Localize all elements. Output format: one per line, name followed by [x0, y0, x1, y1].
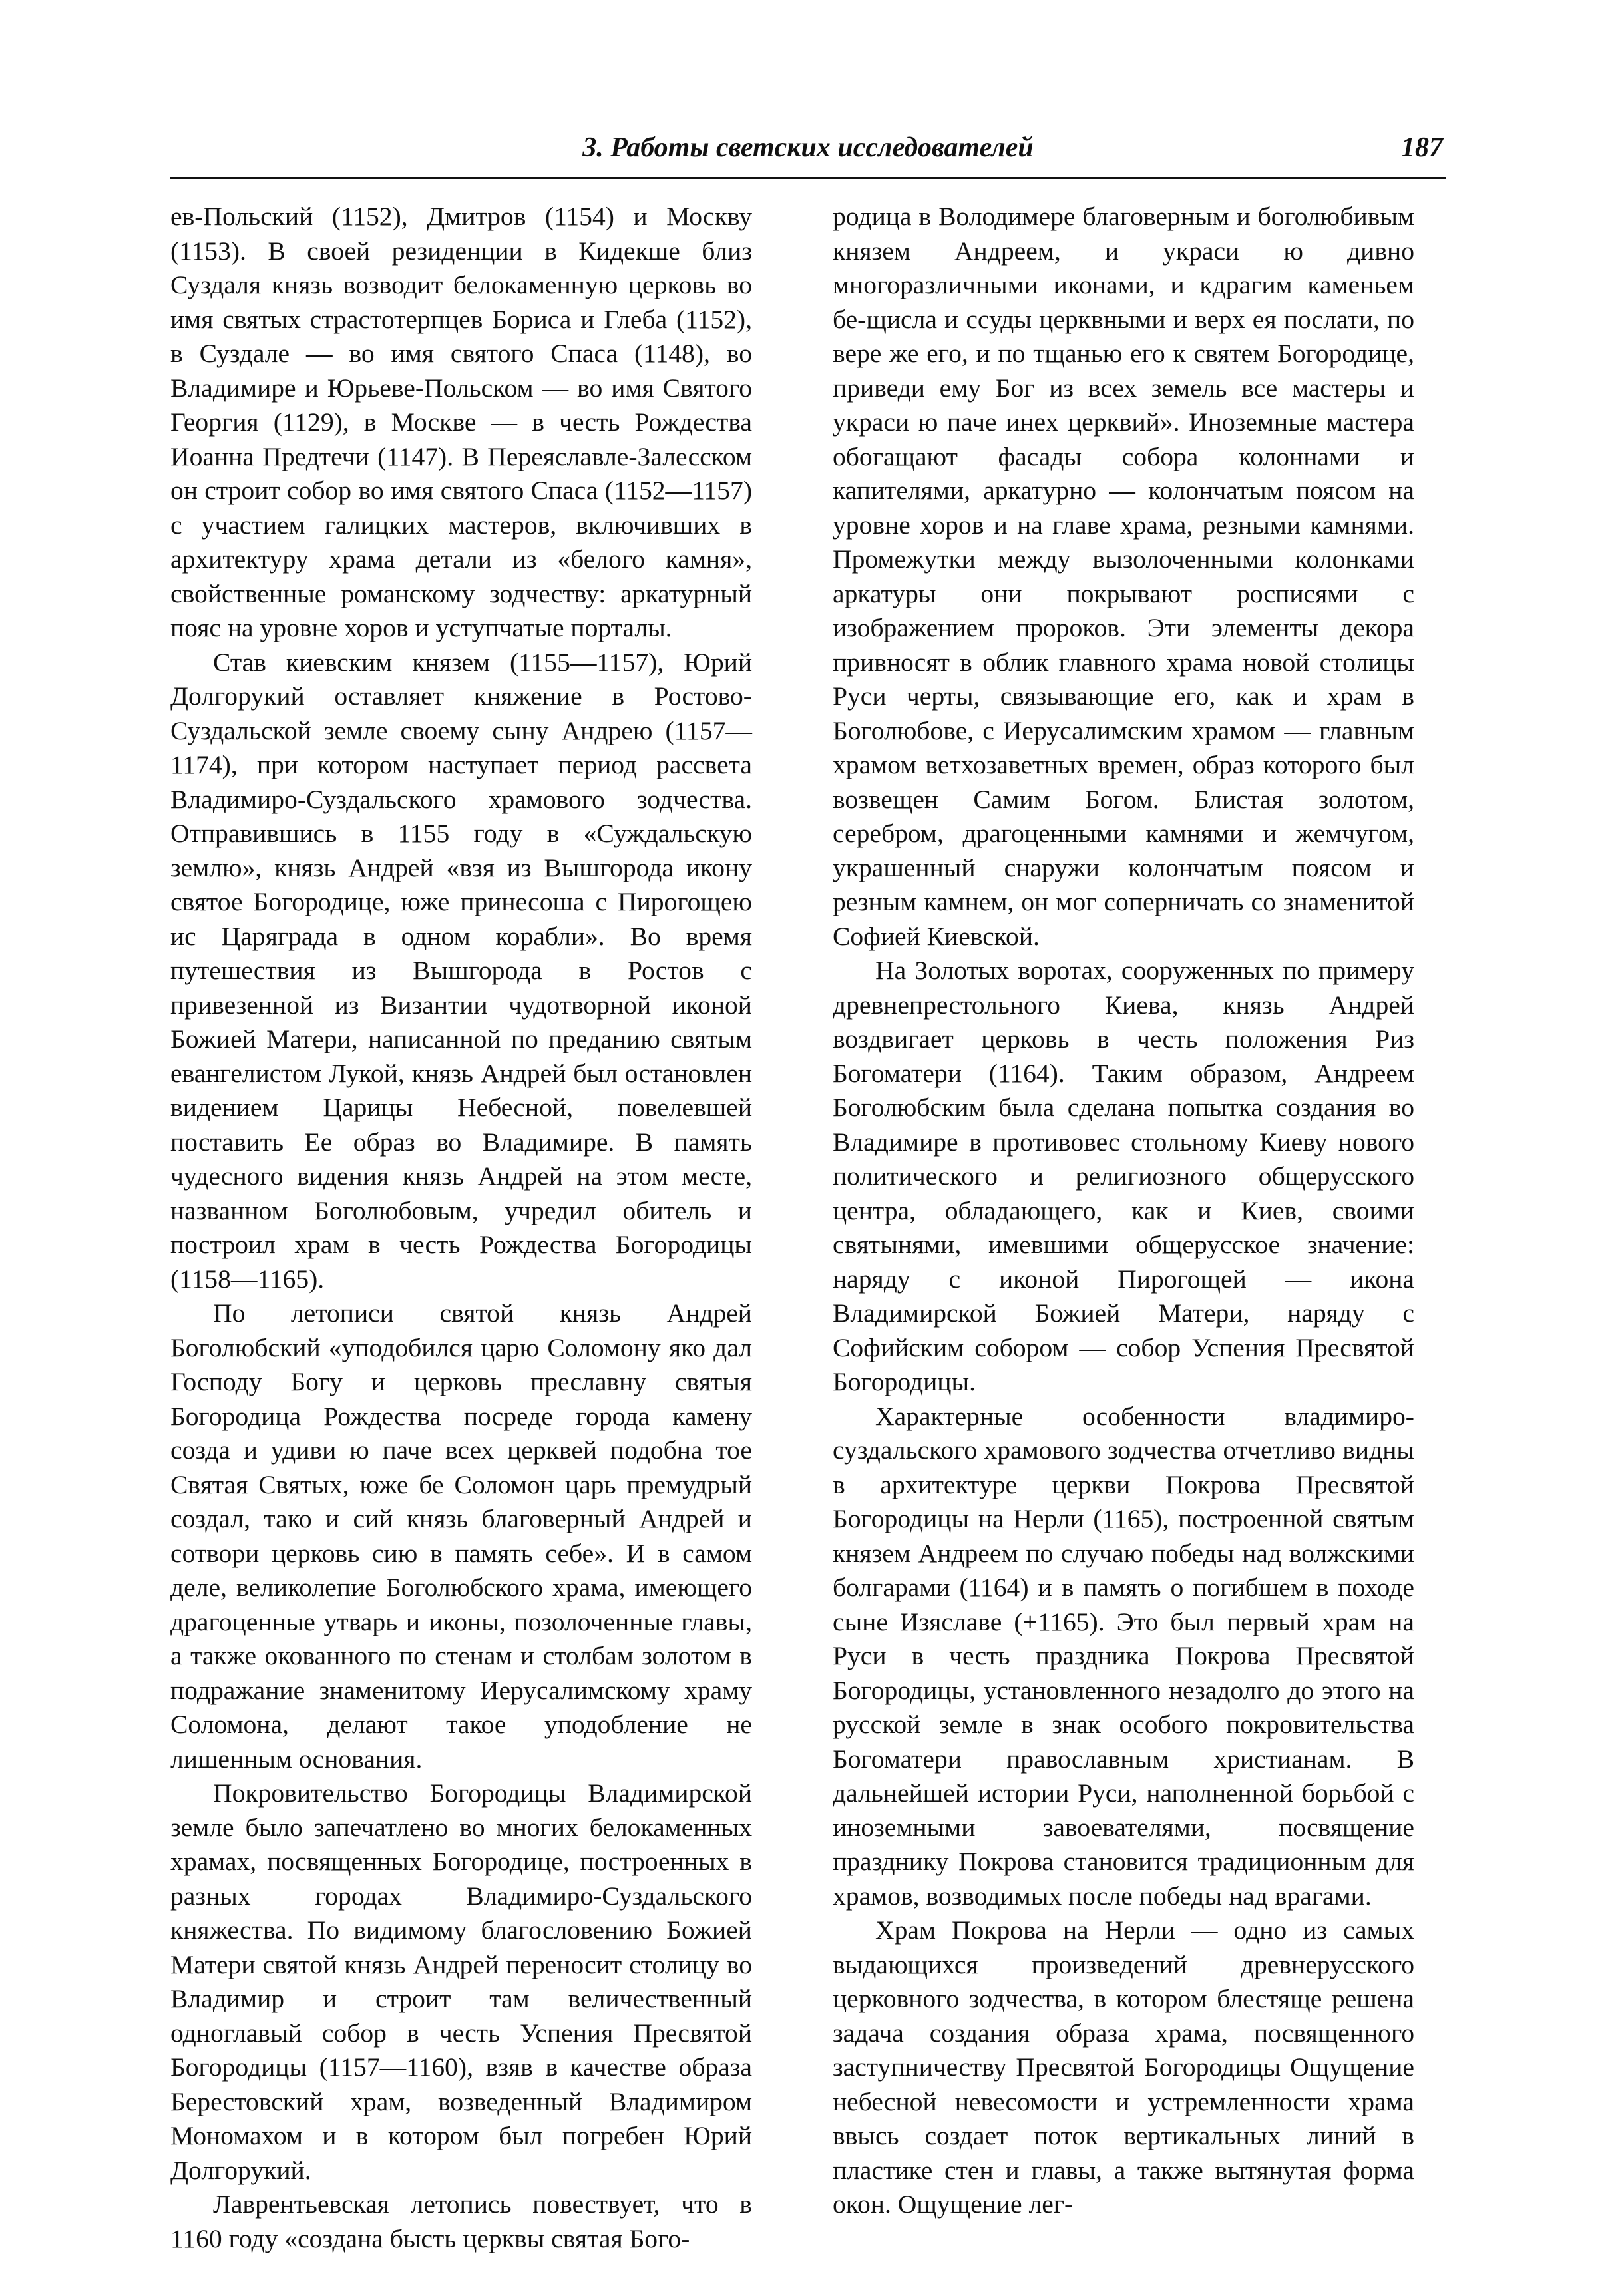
paragraph: ев-Польский (1152), Дмитров (1154) и Москву (1153). В своей резиденции в Кидекше близ Суздаля князь возводит белокаменную церковь во имя святых страстотерпцев Бориса и Глеба (1152), в Суздале — во имя святого Спаса (1148), во Владимире и Юрьеве-Польском — во имя Святого Георгия (1129), в Москве — в честь Рождества Иоанна Предтечи (1147). В Переяславле-Залесском он строит собор во имя святого Спаса (1152—1157) с участием галицких мастеров, включивших в архитектуру храма детали из «белого камня», свойственные романскому зодчеству: аркатурный пояс на уровне хоров и уступчатые порталы.: [170, 202, 752, 642]
paragraph: Храм Покрова на Нерли — одно из самых выдающихся произведений древнерусского церковного зодчества, в котором блестяще решена задача создания образа храма, посвященного заступничеству Пресвятой Богородицы Ощущение небесной невесомости и устремленности храма ввысь создает поток вертикальных линий в пластике стен и главы, а также вытянутая форма окон. Ощущение лег-: [833, 1915, 1414, 2219]
paragraph: Лаврентьевская летопись повествует, что в 1160 году «создана бысть церквы святая Бого-: [170, 2190, 752, 2253]
paragraph: Покровительство Богородицы Владимирской земле было запечатлено во многих белокаменных храмах, посвященных Богородице, построенных в разных городах Владимиро-Суздальского княжества. По видимому благословению Божией Матери святой князь Андрей переносит столицу во Владимир и строит там величественный одноглавый собор в честь Успения Пресвятой Богородицы (1157—1160), взяв в качестве образа Берестовский храм, возведенный Владимиром Мономахом и в котором был погребен Юрий Долгорукий.: [170, 1778, 752, 2185]
chapter-title: 3. Работы светских исследователей: [582, 132, 1034, 163]
paragraph: Став киевским князем (1155—1157), Юрий Долгорукий оставляет княжение в Ростово-Суздальской земле своему сыну Андрею (1157—1174), при котором наступает период рассвета Владимиро-Суздальского храмового зодчества. Отправившись в 1155 году в «Суждальскую землю», князь Андрей «взя из Вышгорода икону святое Богородице, юже принесоша с Пирогощею ис Царяграда в одном корабли». Во время путешествия из Вышгорода в Ростов с привезенной из Византии чудотворной иконой Божией Матери, написанной по преданию святым евангелистом Лукой, князь Андрей был остановлен видением Царицы Небесной, повелевшей поставить Ее образ во Владимире. В память чудесного видения князь Андрей на этом месте, названном Боголюбовым, учредил обитель и построил храм в честь Рождества Богородицы (1158—1165).: [170, 647, 752, 1294]
paragraph: По летописи святой князь Андрей Боголюбский «уподобился царю Соломону яко дал Господу Богу и церковь преславну святыя Богородица Рождества посреде города камену созда и удиви ю паче всех церквей подобна тое Святая Святых, юже бе Соломон царь премудрый создал, тако и сий князь благоверный Андрей и сотвори церковь сию в память себе». И в самом деле, великолепие Боголюбского храма, имеющего драгоценные утварь и иконы, позолоченные главы, а также окованного по стенам и столбам золотом в подражание знаменитому Иерусалимскому храму Соломона, делают такое уподобление не лишенным основания.: [170, 1298, 752, 1774]
running-header: [170, 126, 1446, 179]
right-column: [833, 200, 1414, 2222]
paragraph: На Золотых воротах, сооруженных по примеру древнепрестольного Киева, князь Андрей воздвигает церковь в честь положения Риз Богоматери (1164). Таким образом, Андреем Боголюбским была сделана попытка создания во Владимире в противовес стольному Киеву нового политического и религиозного общерусского центра, обладающего, как и Киев, своими святынями, имевшими общерусское значение: наряду с иконой Пирогощей — икона Владимирской Божией Матери, наряду с Софийским собором — собор Успения Пресвятой Богородицы.: [833, 956, 1414, 1396]
page-number: 187: [1401, 132, 1443, 163]
paragraph: родица в Володимере благоверным и боголюбивым князем Андреем, и украси ю дивно многоразличными иконами, и кдрагим каменьем бе-щисла и ссуды церквными и верх ея послати, по вере же его, и по тщанью его к святем Богородице, приведи ему Бог из всех земель все мастеры и украси ю паче инех церквий». Иноземные мастера обогащают фасады собора колоннами и капителями, аркатурно — колончатым поясом на уровне хоров и на главе храма, резными камнями. Промежутки между вызолоченными колонками аркатуры они покрывают росписями с изображением пророков. Эти элементы декора привносят в облик главного храма новой столицы Руси черты, связывающие его, как и храм в Боголюбове, с Иерусалимским храмом — главным храмом ветхозаветных времен, образ которого был возвещен Самим Богом. Блистая золотом, серебром, драгоценными камнями и жемчугом, украшенный снаружи колончатым поясом и резным камнем, он мог соперничать со знаменитой Софией Киевской.: [833, 202, 1414, 951]
left-column: [170, 200, 752, 2256]
paragraph: Характерные особенности владимиро-суздальского храмового зодчества отчетливо видны в архитектуре церкви Покрова Пресвятой Богородицы на Нерли (1165), построенной святым князем Андреем по случаю победы над волжскими болгарами (1164) и в память о погибшем в походе сыне Изяславе (+1165). Это был первый храм на Руси в честь праздника Покрова Пресвятой Богородицы, установленного незадолго до этого на русской земле в знак особого покровительства Богоматери православным христианам. В дальнейшей истории Руси, наполненной борьбой с иноземными завоевателями, посвящение празднику Покрова становится традиционным для храмов, возводимых после победы над врагами.: [833, 1401, 1414, 1911]
